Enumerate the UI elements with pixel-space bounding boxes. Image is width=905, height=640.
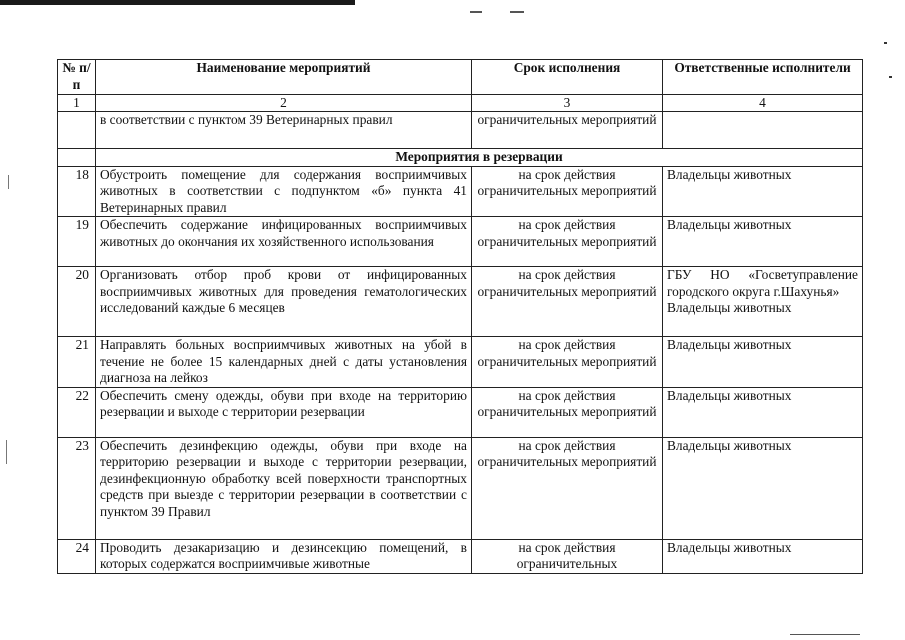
row-name: Проводить дезакаризацию и дезинсекцию помещений, в которых содержатся восприимчивые животные (96, 539, 472, 573)
table-row-continuation (58, 112, 863, 149)
responsible-owners: Владельцы животных (667, 300, 792, 315)
table-row (58, 387, 863, 437)
row-responsible: Владельцы животных (663, 337, 863, 388)
row-term: на срок действия ограничительных мероприятий (472, 437, 663, 539)
row-responsible (663, 267, 863, 337)
scan-mark (510, 11, 524, 13)
row-name: Организовать отбор проб крови от инфицированных восприимчивых животных для проведения гематологических исследований каждые 6 месяцев (96, 267, 472, 337)
header-num: № п/п (58, 60, 96, 95)
section-title: Мероприятия в резервации (96, 149, 863, 167)
row-number: 24 (58, 539, 96, 573)
scan-mark (8, 175, 9, 189)
row-number: 23 (58, 437, 96, 539)
table-row (58, 337, 863, 388)
table-header-row (58, 60, 863, 95)
continuation-name: в соответствии с пунктом 39 Ветеринарных правил (96, 112, 472, 149)
row-number: 22 (58, 387, 96, 437)
row-number: 20 (58, 267, 96, 337)
row-name: Обеспечить смену одежды, обуви при входе на территорию резервации и выходе с территории резервации (96, 387, 472, 437)
measures-table (57, 59, 863, 574)
header-term: Срок исполнения (472, 60, 663, 95)
table-row (58, 166, 863, 217)
row-term: на срок действия ограничительных (472, 539, 663, 573)
continuation-term: ограничительных мероприятий (472, 112, 663, 149)
row-name: Обеспечить дезинфекцию одежды, обуви при входе на территорию резервации и выходе с территории резервации, дезинфекционную обработку всей поверхности транспортных средств при выезде с территории резервации в соответствии с пунктом 39 Правил (96, 437, 472, 539)
row-number: 19 (58, 217, 96, 267)
section-row (58, 149, 863, 167)
table-row (58, 267, 863, 337)
table-row (58, 217, 863, 267)
row-name: Обеспечить содержание инфицированных восприимчивых животных до окончания их хозяйственного использования (96, 217, 472, 267)
row-number: 18 (58, 166, 96, 217)
column-index: 2 (96, 95, 472, 112)
table-row (58, 437, 863, 539)
row-number: 21 (58, 337, 96, 388)
row-term: на срок действия ограничительных мероприятий (472, 166, 663, 217)
column-index: 1 (58, 95, 96, 112)
row-responsible: Владельцы животных (663, 166, 863, 217)
table-row (58, 539, 863, 573)
responsible-org: ГБУ НО «Госветуправление городского округа г.Шахунья» (667, 267, 858, 299)
scan-mark (889, 76, 892, 78)
row-term: на срок действия ограничительных мероприятий (472, 337, 663, 388)
column-index-row (58, 95, 863, 112)
header-responsible: Ответственные исполнители (663, 60, 863, 95)
row-term: на срок действия ограничительных мероприятий (472, 267, 663, 337)
row-term: на срок действия ограничительных мероприятий (472, 387, 663, 437)
column-index: 3 (472, 95, 663, 112)
scan-mark (6, 440, 7, 464)
scan-edge-line (0, 0, 355, 5)
scan-mark (790, 634, 860, 635)
scan-mark (470, 11, 482, 13)
row-responsible: Владельцы животных (663, 217, 863, 267)
row-responsible: Владельцы животных (663, 387, 863, 437)
row-term: на срок действия ограничительных мероприятий (472, 217, 663, 267)
row-responsible: Владельцы животных (663, 539, 863, 573)
row-name: Направлять больных восприимчивых животных на убой в течение не более 15 календарных дней с даты установления диагноза на лейкоз (96, 337, 472, 388)
header-name: Наименование мероприятий (96, 60, 472, 95)
row-name: Обустроить помещение для содержания восприимчивых животных в соответствии с подпунктом «б» пункта 41 Ветеринарных правил (96, 166, 472, 217)
row-responsible: Владельцы животных (663, 437, 863, 539)
scan-mark (884, 42, 887, 44)
column-index: 4 (663, 95, 863, 112)
